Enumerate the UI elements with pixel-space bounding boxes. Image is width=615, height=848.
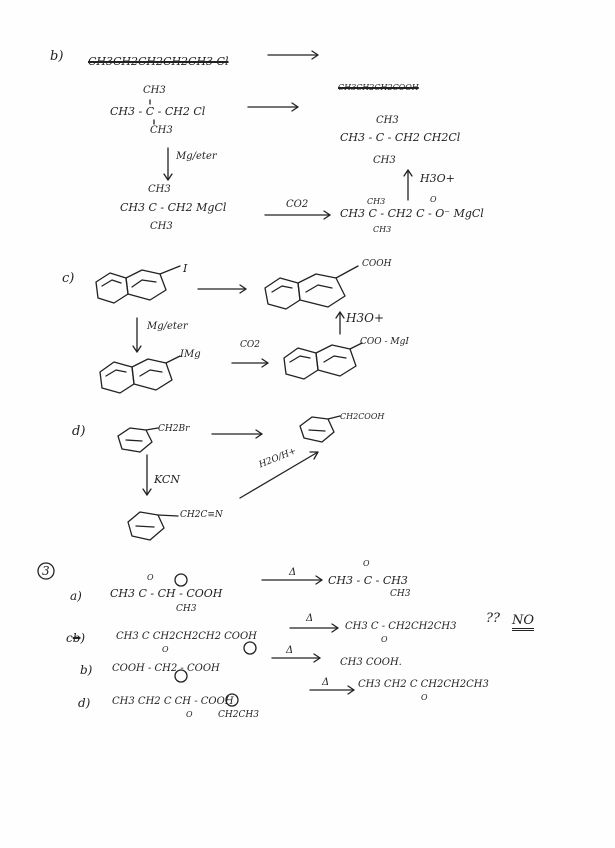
q3c-p-o: O	[381, 635, 388, 644]
b-grig-main: CH3 C - CH2 MgCl	[120, 201, 227, 214]
b-arrow-right	[248, 103, 298, 111]
q3d-arrow	[310, 686, 354, 694]
d-arrow-down	[143, 455, 151, 495]
b-reagent-grignard: Mg/eter	[176, 151, 217, 162]
c-reagent-grignard: Mg/eter	[147, 321, 188, 332]
q3b-product: CH3 COOH.	[340, 657, 402, 668]
b-arrow-co2	[265, 211, 330, 219]
c-arrow-up	[336, 312, 344, 334]
c-naphthalene-salt	[284, 343, 362, 379]
q3b-carbon-circle	[175, 670, 187, 682]
q3c-no: NO	[512, 614, 534, 631]
c-sm-sub: I	[183, 262, 188, 275]
crossed-out-product: CH3CH2CH2COOH	[338, 83, 419, 92]
q3d-label: d)	[78, 696, 91, 710]
d-benzene-bromide	[118, 428, 158, 452]
c-arrow-down	[133, 318, 141, 352]
b-co2: CO2	[286, 199, 309, 210]
b-salt-bottom: CH3	[373, 225, 392, 234]
q3b-label: b)	[80, 663, 93, 677]
d-kcn: KCN	[154, 473, 180, 486]
c-arrow-right	[198, 285, 246, 293]
q3-number-circle	[38, 563, 54, 579]
q3a-arrow	[262, 576, 322, 584]
d-sm-sub: CH2Br	[158, 424, 190, 434]
c-co2: CO2	[240, 340, 260, 350]
d-prod-sub: CH2COOH	[340, 412, 385, 421]
d-nitrile-sub: CH2C≡N	[180, 510, 223, 520]
d-benzene-nitrile	[128, 512, 178, 540]
c-prod-sub: COOH	[362, 259, 392, 269]
q3a-delta: Δ	[289, 567, 297, 578]
q3b-arrow	[272, 654, 320, 662]
q3d-reactant-sub: CH2CH3	[218, 710, 259, 720]
b-sm-top: CH3	[143, 85, 166, 96]
c-naphthalene-acid	[265, 266, 358, 309]
q3c-label-letter: c	[66, 631, 73, 645]
c-grig-sub: IMg	[180, 349, 201, 360]
q3a-product-sub: CH3	[390, 589, 411, 599]
q3d-p-o: O	[421, 693, 428, 702]
b-arrow-down	[164, 148, 172, 180]
q3a-o: O	[147, 573, 154, 582]
section-c-label: c)	[62, 271, 75, 286]
q3-number: 3	[42, 564, 50, 578]
c-salt-sub: COO - MgI	[360, 337, 409, 347]
b-arrow-crossed	[268, 51, 318, 59]
q3d-reactant: CH3 CH2 C CH - COOH	[112, 696, 234, 707]
c-h3o: H3O+	[346, 311, 384, 325]
q3c-label-crossed: b	[72, 631, 81, 645]
section-d-label: d)	[72, 424, 86, 439]
q3a-reactant-sub: CH3	[176, 604, 197, 614]
q3c-question-marks: ??	[486, 611, 500, 626]
q3b-reactant: COOH - CH2 - COOH	[112, 663, 220, 674]
q3c-o: O	[162, 645, 169, 654]
q3a-p-o: O	[363, 559, 370, 568]
q3a-label: a)	[70, 589, 82, 603]
b-grig-bottom: CH3	[150, 221, 173, 232]
d-arrow-right	[212, 430, 262, 438]
b-sm-bottom: CH3	[150, 125, 173, 136]
crossed-out-start: CH3CH2CH2CH2CH3 Cl	[88, 55, 229, 68]
c-naphthalene-grignard	[100, 356, 180, 393]
section-b-label: b)	[50, 49, 64, 64]
q3c-arrow	[290, 624, 338, 632]
d-h2o-h: H2O/H+	[257, 446, 298, 471]
b-salt-top: CH3	[367, 197, 386, 206]
c-naphthalene-iodo	[96, 266, 180, 303]
b-sm-main: CH3 - C - CH2 Cl	[110, 105, 206, 118]
b-prod-top: CH3	[376, 115, 399, 126]
d-benzene-acid	[300, 416, 340, 442]
q3c-reactant: CH3 C CH2CH2CH2 COOH	[116, 631, 257, 642]
b-salt-o: O	[430, 195, 437, 204]
b-prod-main: CH3 - C - CH2 CH2Cl	[340, 131, 461, 144]
q3d-o: O	[186, 710, 193, 719]
q3c-delta: Δ	[306, 613, 314, 624]
q3b-delta: Δ	[286, 645, 294, 656]
q3c-label-end: )	[80, 631, 86, 645]
b-salt-main: CH3 C - CH2 C - O⁻ MgCl	[340, 207, 484, 220]
b-grig-top: CH3	[148, 184, 171, 195]
b-arrow-up	[404, 170, 412, 200]
q3a-product: CH3 - C - CH3	[328, 574, 408, 587]
q3c-carbon-circle	[244, 642, 256, 654]
q3d-delta: Δ	[322, 677, 330, 688]
b-h3o: H3O+	[420, 172, 455, 185]
q3a-reactant: CH3 C - CH - COOH	[110, 587, 223, 600]
q3a-alpha-circle	[175, 574, 187, 586]
q3c-product: CH3 C - CH2CH2CH3	[345, 621, 457, 632]
c-arrow-co2	[232, 359, 268, 367]
q3d-carbon-circle	[226, 694, 238, 706]
b-prod-bottom: CH3	[373, 155, 396, 166]
q3d-product: CH3 CH2 C CH2CH2CH3	[358, 679, 489, 690]
d-arrow-diagonal	[240, 452, 318, 498]
